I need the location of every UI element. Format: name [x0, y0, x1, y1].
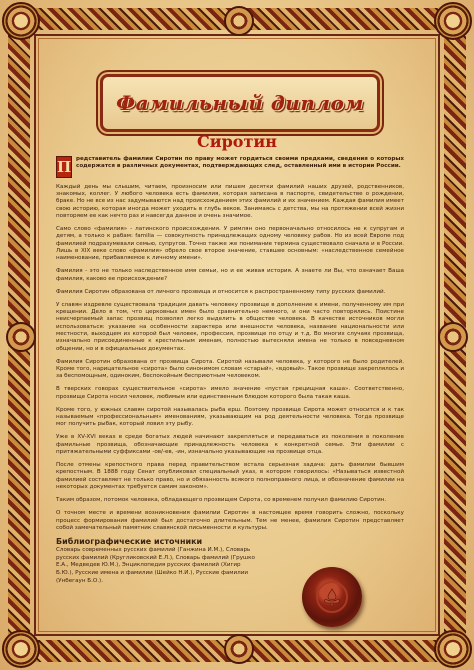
bibliography-title: Библиографические источники: [56, 536, 203, 546]
corner-knot-icon: [434, 2, 472, 40]
drop-cap: П: [57, 158, 72, 176]
corner-knot-icon: [434, 630, 472, 668]
paragraph: Само слово «фамилия» - латинского происхождения. У римлян оно первоначально относилось не к супругам и детям, а только к рабам: familia — совокупность принадлежащих одному человеку рабов. Но из всей Европе под фамилией подразумевали семью, супругов. Точно также же понимание термина существовало сначала и в России. Лишь в XIX веке слово «фамилия» обрело свое второе значение, ставшее основным: «наследственное семейное наименование, прибавляемое к личному имени».: [56, 226, 404, 262]
paragraph: Фамилия - это не только наследственное имя семьи, но и ее живая история. А знаете ли Вы, что означает Ваша фамилия, каково ее происхождение?: [56, 268, 404, 282]
surname-heading: Сиротин: [197, 132, 277, 151]
intro-text: редставитель фамилии Сиротин по праву может гордиться своими предками, сведения о которых содержатся в различных документах, подтверждающих след, оставленный ими в истории России.: [76, 156, 404, 170]
paragraph: Каждый день мы слышим, читаем, произносим или пишем десятки фамилий наших друзей, родственников, знакомых, коллег. У любого человека есть фамилия, которая записана в паспорте, свидетельстве о рождении, браке. Но не все из нас задумываются над происхождением этих фамилий и их значением. Каждая фамилия имеет свою историю, которая иногда может уходить в глубь веков. Занимаясь с детства, мы на протяжении всей жизни повторяем ее как нечто раз и навсегда данное и очень значимое.: [56, 183, 404, 219]
diploma-text: [56, 156, 404, 585]
side-knot-icon: [438, 322, 468, 352]
side-knot-icon: [224, 634, 254, 664]
paragraph: В тверских говорах существительное «сирота» имело значение «пустая грецищная каша». Соответственно, прозвище Сирота носил человек, любимым или единственным блюдом которого была такая каша.: [56, 386, 404, 400]
paragraph: Фамилия Сиротин образована от личного прозвища и относится к распространенному типу русских фамилий.: [56, 288, 386, 295]
paragraph: У славян издревле существовала традиция давать человеку прозвище в дополнение к имени, полученному им при крещении. Дело в том, что церковных имен было сравнительно немного, и они часто повторялись. Поистине неисчерпаемый запас прозвищ позволял легко выделить в обществе человека. В качестве источников могли использоваться: указание на особенности характера или внешности человека, название национальности или местности, выходцем из которой был человек, профессия, прозвище по отцу и т.д. Во многих случаях прозвища, изначально присоединенные к крестильным именам, полностью вытесняли имена не только в повседневном общении, но и в официальных документах.: [56, 301, 404, 352]
bibliography-text: Словарь современных русских фамилий (Ганжина И.М.), Словарь русских фамилий (Кругликовский Е.Л.), Словарь фамилий (Грушко Е.А., Медведев Ю.М.), Энциклопедия русских фамилий (Хигир Б.Ю.), Русские имена и фамилии (Шейко Н.И.), Русские фамилии (Унбегаун Б.О.).: [56, 547, 255, 584]
side-knot-icon: [224, 6, 254, 36]
intro-paragraph: [56, 156, 404, 178]
paragraph: О точном месте и времени возникновения фамилии Сиротин в настоящее время говорить сложно, поскольку процесс формирования фамилий был достаточно длительным. Тем не менее, фамилия Сиротин представляет собой замечательный памятник славянской письменности и культуры.: [56, 510, 404, 531]
wax-seal-icon: [302, 567, 362, 627]
corner-knot-icon: [2, 2, 40, 40]
title-banner: [100, 74, 380, 132]
paragraph: Таким образом, потомок человека, обладающего прозвищем Сирота, со временем получил фамилию Сиротин.: [56, 497, 387, 504]
diploma-title: Фамильный диплом: [116, 91, 364, 115]
corner-knot-icon: [2, 630, 40, 668]
paragraph: Кроме того, у южных славян сиротой называлась рыба ерш. Поэтому прозвище Сирота может относится и к так называемым «профессиональным» именованиям, указывающим на род деятельности человека. Тогда прозвище мог получить рыбак, который ловил эту рыбу.: [56, 406, 404, 428]
fleur-de-lis-icon: [322, 587, 342, 607]
paragraph: После отмены крепостного права перед правительством встала серьезная задача: дать фамилии бывшим крепостным. В 1888 году Сенат опубликовал специальный указ, в котором говорилось: «Называться известной фамилией составляет не только право, но и обязанность всякого полноправного лица, и обозначение фамилии на некоторых документах требуется самим законом».: [56, 462, 404, 491]
paragraph: Уже в XV-XVI веках в среде богатых людей начинают закрепляться и передаваться из поколения в поколение фамильные прозвища, обозначающие принадлежность человека к конкретной семье. Эти фамилии с притяжательными суффиксами -ов/-ев, -ин, изначально указывающие на прозвище отца.: [56, 434, 404, 456]
side-knot-icon: [6, 322, 36, 352]
seal-emblem-icon: [316, 581, 348, 613]
paragraph: Фамилия Сиротин образована от прозвища Сирота. Сиротой называли человека, у которого не было родителей. Кроме того, нарицательное «сирота» было синонимом словам «старый», «вдовый». Такое прозвище закреплялось и за беспомощным, одиноким, беспокойным бесприютным человеком.: [56, 358, 404, 380]
